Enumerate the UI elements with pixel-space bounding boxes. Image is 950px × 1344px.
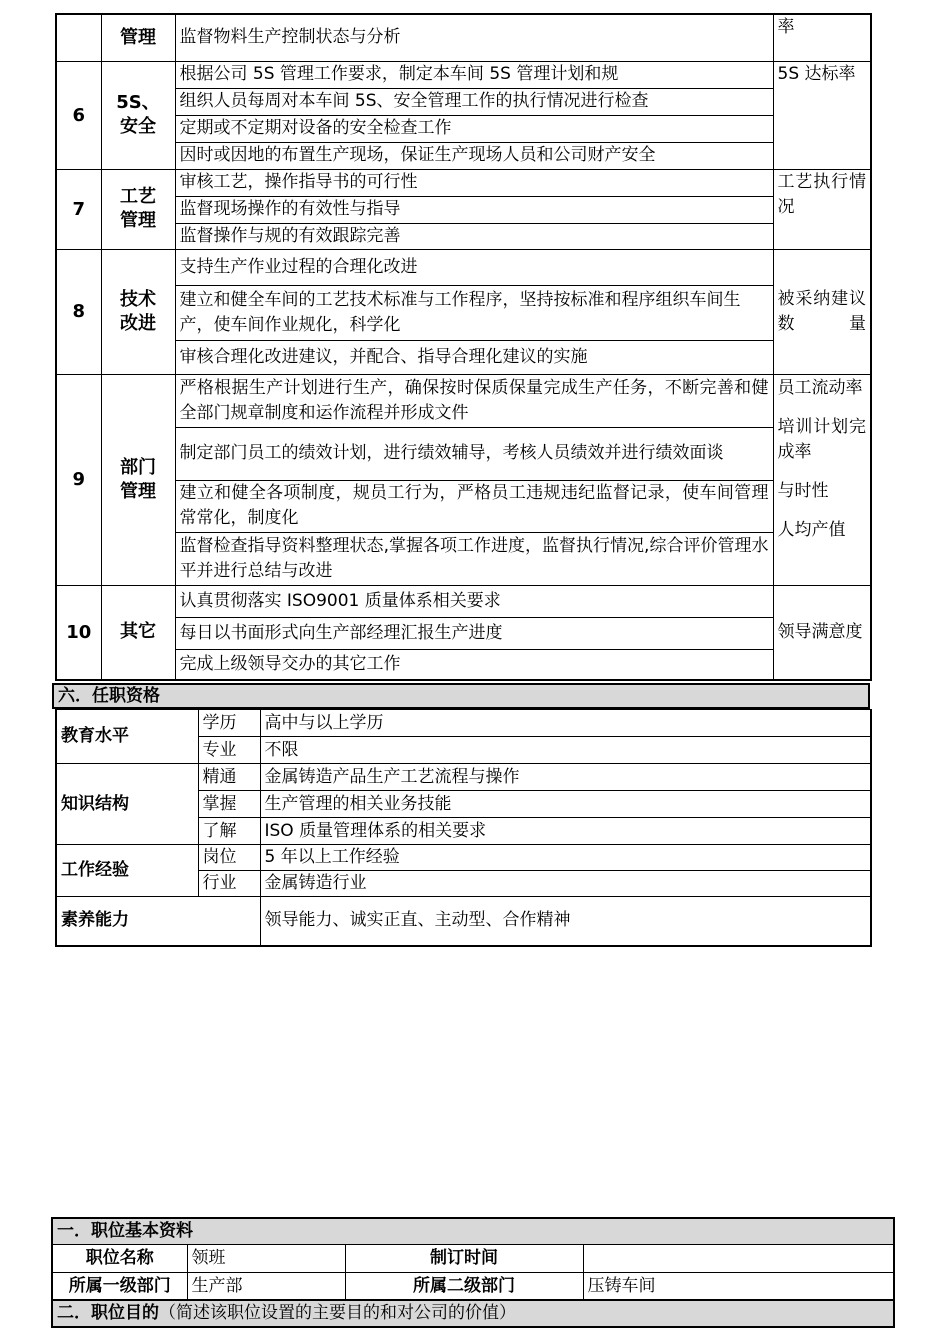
dept2-value: 压铸车间	[583, 1272, 893, 1299]
kpi-line: 人均产值	[777, 519, 846, 540]
kpi-cell: 工艺执行情况	[773, 169, 871, 249]
duties-table	[55, 13, 872, 681]
qual-key: 掌握	[198, 791, 260, 818]
task-cell: 审核合理化改进建议，并配合、指导合理化建议的实施	[175, 340, 773, 374]
num-cell	[56, 14, 101, 61]
qual-key: 了解	[198, 818, 260, 845]
qual-value: 高中与以上学历	[260, 710, 871, 737]
category-label: 5S、安全	[116, 92, 160, 137]
task-cell: 建立和健全车间的工艺技术标准与工作程序，坚持按标准和程序组织车间生产，使车间作业规化，科学化	[175, 285, 773, 340]
qualifications-header: 六．任职资格	[52, 683, 870, 709]
kpi-cell	[773, 374, 871, 585]
section-title: 二．职位目的	[57, 1302, 159, 1323]
task-cell: 每日以书面形式向生产部经理汇报生产进度	[175, 617, 773, 649]
category-cell	[101, 374, 175, 585]
qual-value: 金属铸造产品生产工艺流程与操作	[260, 764, 871, 791]
qual-key: 行业	[198, 871, 260, 897]
kpi-line: 与时性	[777, 480, 829, 501]
kpi-cell: 领导满意度	[773, 585, 871, 680]
row-number: 7	[56, 169, 101, 249]
qual-label: 工作经验	[56, 845, 198, 897]
category-cell	[101, 61, 175, 169]
qual-key: 学历	[198, 710, 260, 737]
task-cell: 监督检查指导资料整理状态,掌握各项工作进度，监督执行情况,综合评价管理水平并进行总结与改进	[175, 532, 773, 585]
task-cell: 严格根据生产计划进行生产，确保按时保质保量完成生产任务，不断完善和健全部门规章制度和运作流程并形成文件	[175, 374, 773, 427]
category-label: 部门管理	[120, 456, 156, 502]
qual-key: 精通	[198, 764, 260, 791]
task-cell: 因时或因地的布置生产现场，保证生产现场人员和公司财产安全	[175, 142, 773, 169]
row-number: 10	[56, 585, 101, 680]
qual-label: 知识结构	[56, 764, 198, 845]
task-cell: 监督物料生产控制状态与分析	[175, 14, 773, 61]
task-cell: 监督现场操作的有效性与指导	[175, 196, 773, 223]
section-position-purpose	[53, 1300, 893, 1326]
row-number: 9	[56, 374, 101, 585]
task-cell: 支持生产作业过程的合理化改进	[175, 249, 773, 285]
dept2-label: 所属二级部门	[345, 1272, 583, 1299]
qual-key: 专业	[198, 737, 260, 764]
qual-label: 教育水平	[56, 710, 198, 764]
category-cell: 其它	[101, 585, 175, 680]
dept1-value: 生产部	[187, 1272, 345, 1299]
qual-value: ISO 质量管理体系的相关要求	[260, 818, 871, 845]
date-label: 制订时间	[345, 1245, 583, 1272]
position-name-value: 领班	[187, 1245, 345, 1272]
qualifications-table	[55, 709, 872, 947]
category-cell	[101, 249, 175, 374]
category-label: 技术改进	[120, 288, 156, 334]
qual-label: 素养能力	[56, 897, 260, 946]
qual-value: 金属铸造行业	[260, 871, 871, 897]
task-cell: 完成上级领导交办的其它工作	[175, 649, 773, 680]
qual-key: 岗位	[198, 845, 260, 871]
task-cell: 制定部门员工的绩效计划，进行绩效辅导，考核人员绩效并进行绩效面谈	[175, 427, 773, 480]
kpi-cell: 5S 达标率	[773, 61, 871, 169]
position-name-label: 职位名称	[53, 1245, 187, 1272]
category-cell	[101, 169, 175, 249]
task-cell: 监督操作与规的有效跟踪完善	[175, 223, 773, 249]
row-number: 6	[56, 61, 101, 169]
category-label: 工艺管理	[120, 186, 156, 231]
task-cell: 审核工艺，操作指导书的可行性	[175, 169, 773, 196]
kpi-cell: 被采纳建议数量	[773, 249, 871, 374]
section-note: （简述该职位设置的主要目的和对公司的价值）	[159, 1302, 516, 1323]
qual-value: 领导能力、诚实正直、主动型、合作精神	[260, 897, 871, 946]
qual-value: 5 年以上工作经验	[260, 845, 871, 871]
kpi-line: 培训计划完成率	[777, 416, 866, 462]
task-cell: 认真贯彻落实 ISO9001 质量体系相关要求	[175, 585, 773, 617]
dept1-label: 所属一级部门	[53, 1272, 187, 1299]
kpi-line: 员工流动率	[777, 377, 863, 398]
section-basic-info: 一．职位基本资料	[53, 1219, 893, 1245]
row-number: 8	[56, 249, 101, 374]
task-cell: 建立和健全各项制度，规员工行为，严格员工违规违纪监督记录，使车间管理常常化，制度化	[175, 480, 773, 532]
category-cell: 管理	[101, 14, 175, 61]
task-cell: 定期或不定期对设备的安全检查工作	[175, 115, 773, 142]
kpi-cell: 率	[773, 14, 871, 61]
task-cell: 根据公司 5S 管理工作要求，制定本车间 5S 管理计划和规	[175, 61, 773, 88]
qual-value: 生产管理的相关业务技能	[260, 791, 871, 818]
basic-info-table	[53, 1245, 893, 1300]
date-value	[583, 1245, 893, 1272]
task-cell: 组织人员每周对本车间 5S、安全管理工作的执行情况进行检查	[175, 88, 773, 115]
qual-value: 不限	[260, 737, 871, 764]
basic-info-block	[51, 1217, 895, 1328]
